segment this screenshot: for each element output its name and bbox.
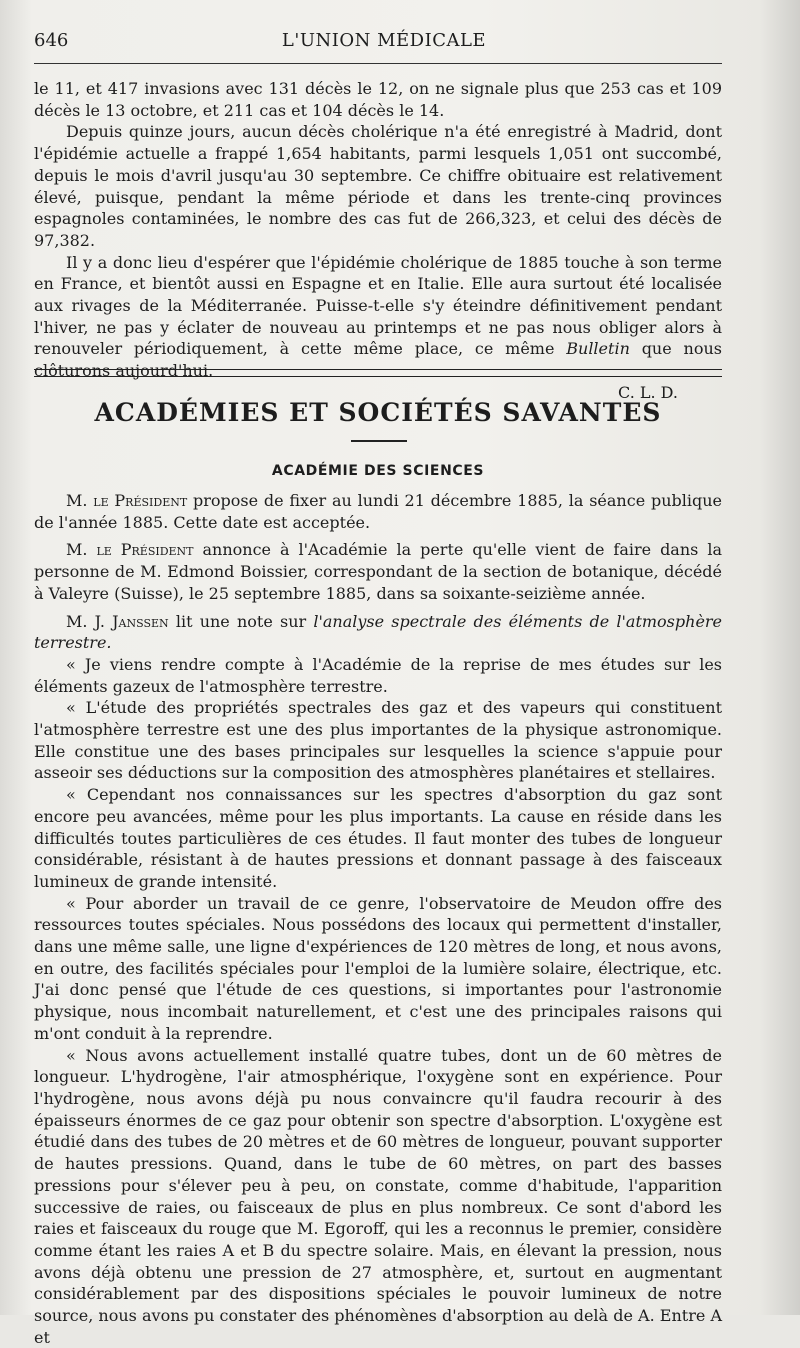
minute-2: M. le Président annonce à l'Académie la perte qu'elle vient de faire dans la personne de M. Edmond Boissier, correspondant de la section de botanique, décédé à Valeyre (Suisse), le 25 septembre 1885, dans sa soixante-seizième année. bbox=[34, 540, 722, 603]
running-title: L'UNION MÉDICALE bbox=[281, 30, 487, 51]
bulletin-word: Bulletin bbox=[566, 339, 630, 359]
header-rule bbox=[34, 63, 722, 64]
quote-paragraph-3: « Cependant nos connaissances sur les spectres d'absorption du gaz sont encore peu avancées, même pour les plus importants. La cause en réside dans les difficultés toutes particulières de ces études. Il faut monter des tubes de longueur considérable, résistant à de hautes pressions et donnant passage à des faisceaux lumineux de grande intensité. bbox=[34, 785, 722, 891]
quote-paragraph-5: « Nous avons actuellement installé quatre tubes, dont un de 60 mètres de longueur. L'hydrogène, l'air atmosphérique, l'oxygène sont en expérience. Pour l'hydrogène, nous avons déjà pu nous convaincre qu'il faudra recourir à des épaisseurs énormes de ce gaz pour obtenir son spectre d'absorption. L'oxygène est étudié dans des tubes de 20 mètres et de 60 mètres de longueur, pouvant supporter de hautes pressions. Quand, dans le tube de 60 mètres, on part des basses pressions pour s'élever peu à peu, on constate, comme d'habitude, l'apparition successive de raies, ou faisceaux de plus en plus nombreux. Ce sont d'abord les raies et faisceaux du rouge que M. Egoroff, qui les a reconnus le premier, considère comme étant les raies A et B du spectre solaire. Mais, en élevant la pression, nous avons déjà obtenu une pression de 27 atmosphère, et, surtout en augmentant considérablement par des dispositions spéciales le pouvoir lumineux de notre source, nous avons pu constater des phénomènes d'absorption au delà de A. Entre A et bbox=[34, 1045, 722, 1347]
minute-3: M. J. Janssen lit une note sur l'analyse spectrale des éléments de l'atmosphère terrestre. bbox=[34, 611, 723, 653]
quote-paragraph-4: « Pour aborder un travail de ce genre, l'observatoire de Meudon offre des ressources toutes spéciales. Nous possédons des locaux qui permettent d'installer, dans une même salle, une ligne d'expériences de 120 mètres de long, et nous avons, en outre, des facilités spéciales pour l'emploi de la lumière solaire, électrique, etc. J'ai donc pensé que l'étude de ces questions, si importantes pour l'astronomie physique, nous incombait naturellement, et c'est une des principales raisons qui m'ont conduit à la reprendre. bbox=[34, 893, 722, 1043]
section-title-rule bbox=[351, 440, 407, 442]
section-title: ACADÉMIES ET SOCIÉTÉS SAVANTES bbox=[94, 398, 662, 427]
minute-1: M. le Président propose de fixer au lundi 21 décembre 1885, la séance publique de l'année 1885. Cette date est acceptée. bbox=[34, 491, 723, 532]
intro-text bbox=[34, 78, 722, 403]
section-divider bbox=[34, 369, 722, 377]
quote-paragraph-2: « L'étude des propriétés spectrales des gaz et des vapeurs qui constituent l'atmosphère terrestre est une des plus importantes de la physique astronomique. Elle constitue une des bases principales sur lesquelles la science s'appuie pour asseoir ses déductions sur la composition des atmosphères planétaires et stellaires. bbox=[34, 698, 722, 783]
academy-text bbox=[34, 490, 722, 1348]
page-number: 646 bbox=[34, 30, 69, 51]
signature: C. L. D. bbox=[618, 382, 678, 402]
page-header bbox=[34, 30, 734, 54]
intro-paragraph-1: le 11, et 417 invasions avec 131 décès le 12, on ne signale plus que 253 cas et 109 décès le 13 octobre, et 211 cas et 104 décès le 14. bbox=[34, 79, 722, 120]
intro-paragraph-2: Depuis quinze jours, aucun décès cholérique n'a été enregistré à Madrid, dont l'épidémie actuelle a frappé 1,654 habitants, parmi lesquels 1,051 ont succombé, depuis le mois d'avril jusqu'au 30 septembre. Ce chiffre obituaire est relativement élevé, puisque, pendant la même période et dans les trente-cinq provinces espagnoles contaminées, le nombre des cas fut de 266,323, et celui des décès de 97,382. bbox=[34, 122, 722, 250]
section-subtitle: ACADÉMIE DES SCIENCES bbox=[271, 463, 485, 479]
intro-paragraph-3: Il y a donc lieu d'espérer que l'épidémie cholérique de 1885 touche à son terme en France, et bientôt aussi en Espagne et en Italie. Elle aura surtout été localisée aux rivages de la Méditerranée. Puisse-t-elle s'y éteindre définitivement pendant l'hiver, ne pas y éclater de nouveau au printemps et ne pas nous obliger alors à renouveler périodiquement, à cette même place, ce même Bulletin que nous clôturons aujourd'hui. bbox=[34, 252, 722, 381]
quote-paragraph-1: « Je viens rendre compte à l'Académie de la reprise de mes études sur les éléments gazeux de l'atmosphère terrestre. bbox=[34, 654, 722, 696]
